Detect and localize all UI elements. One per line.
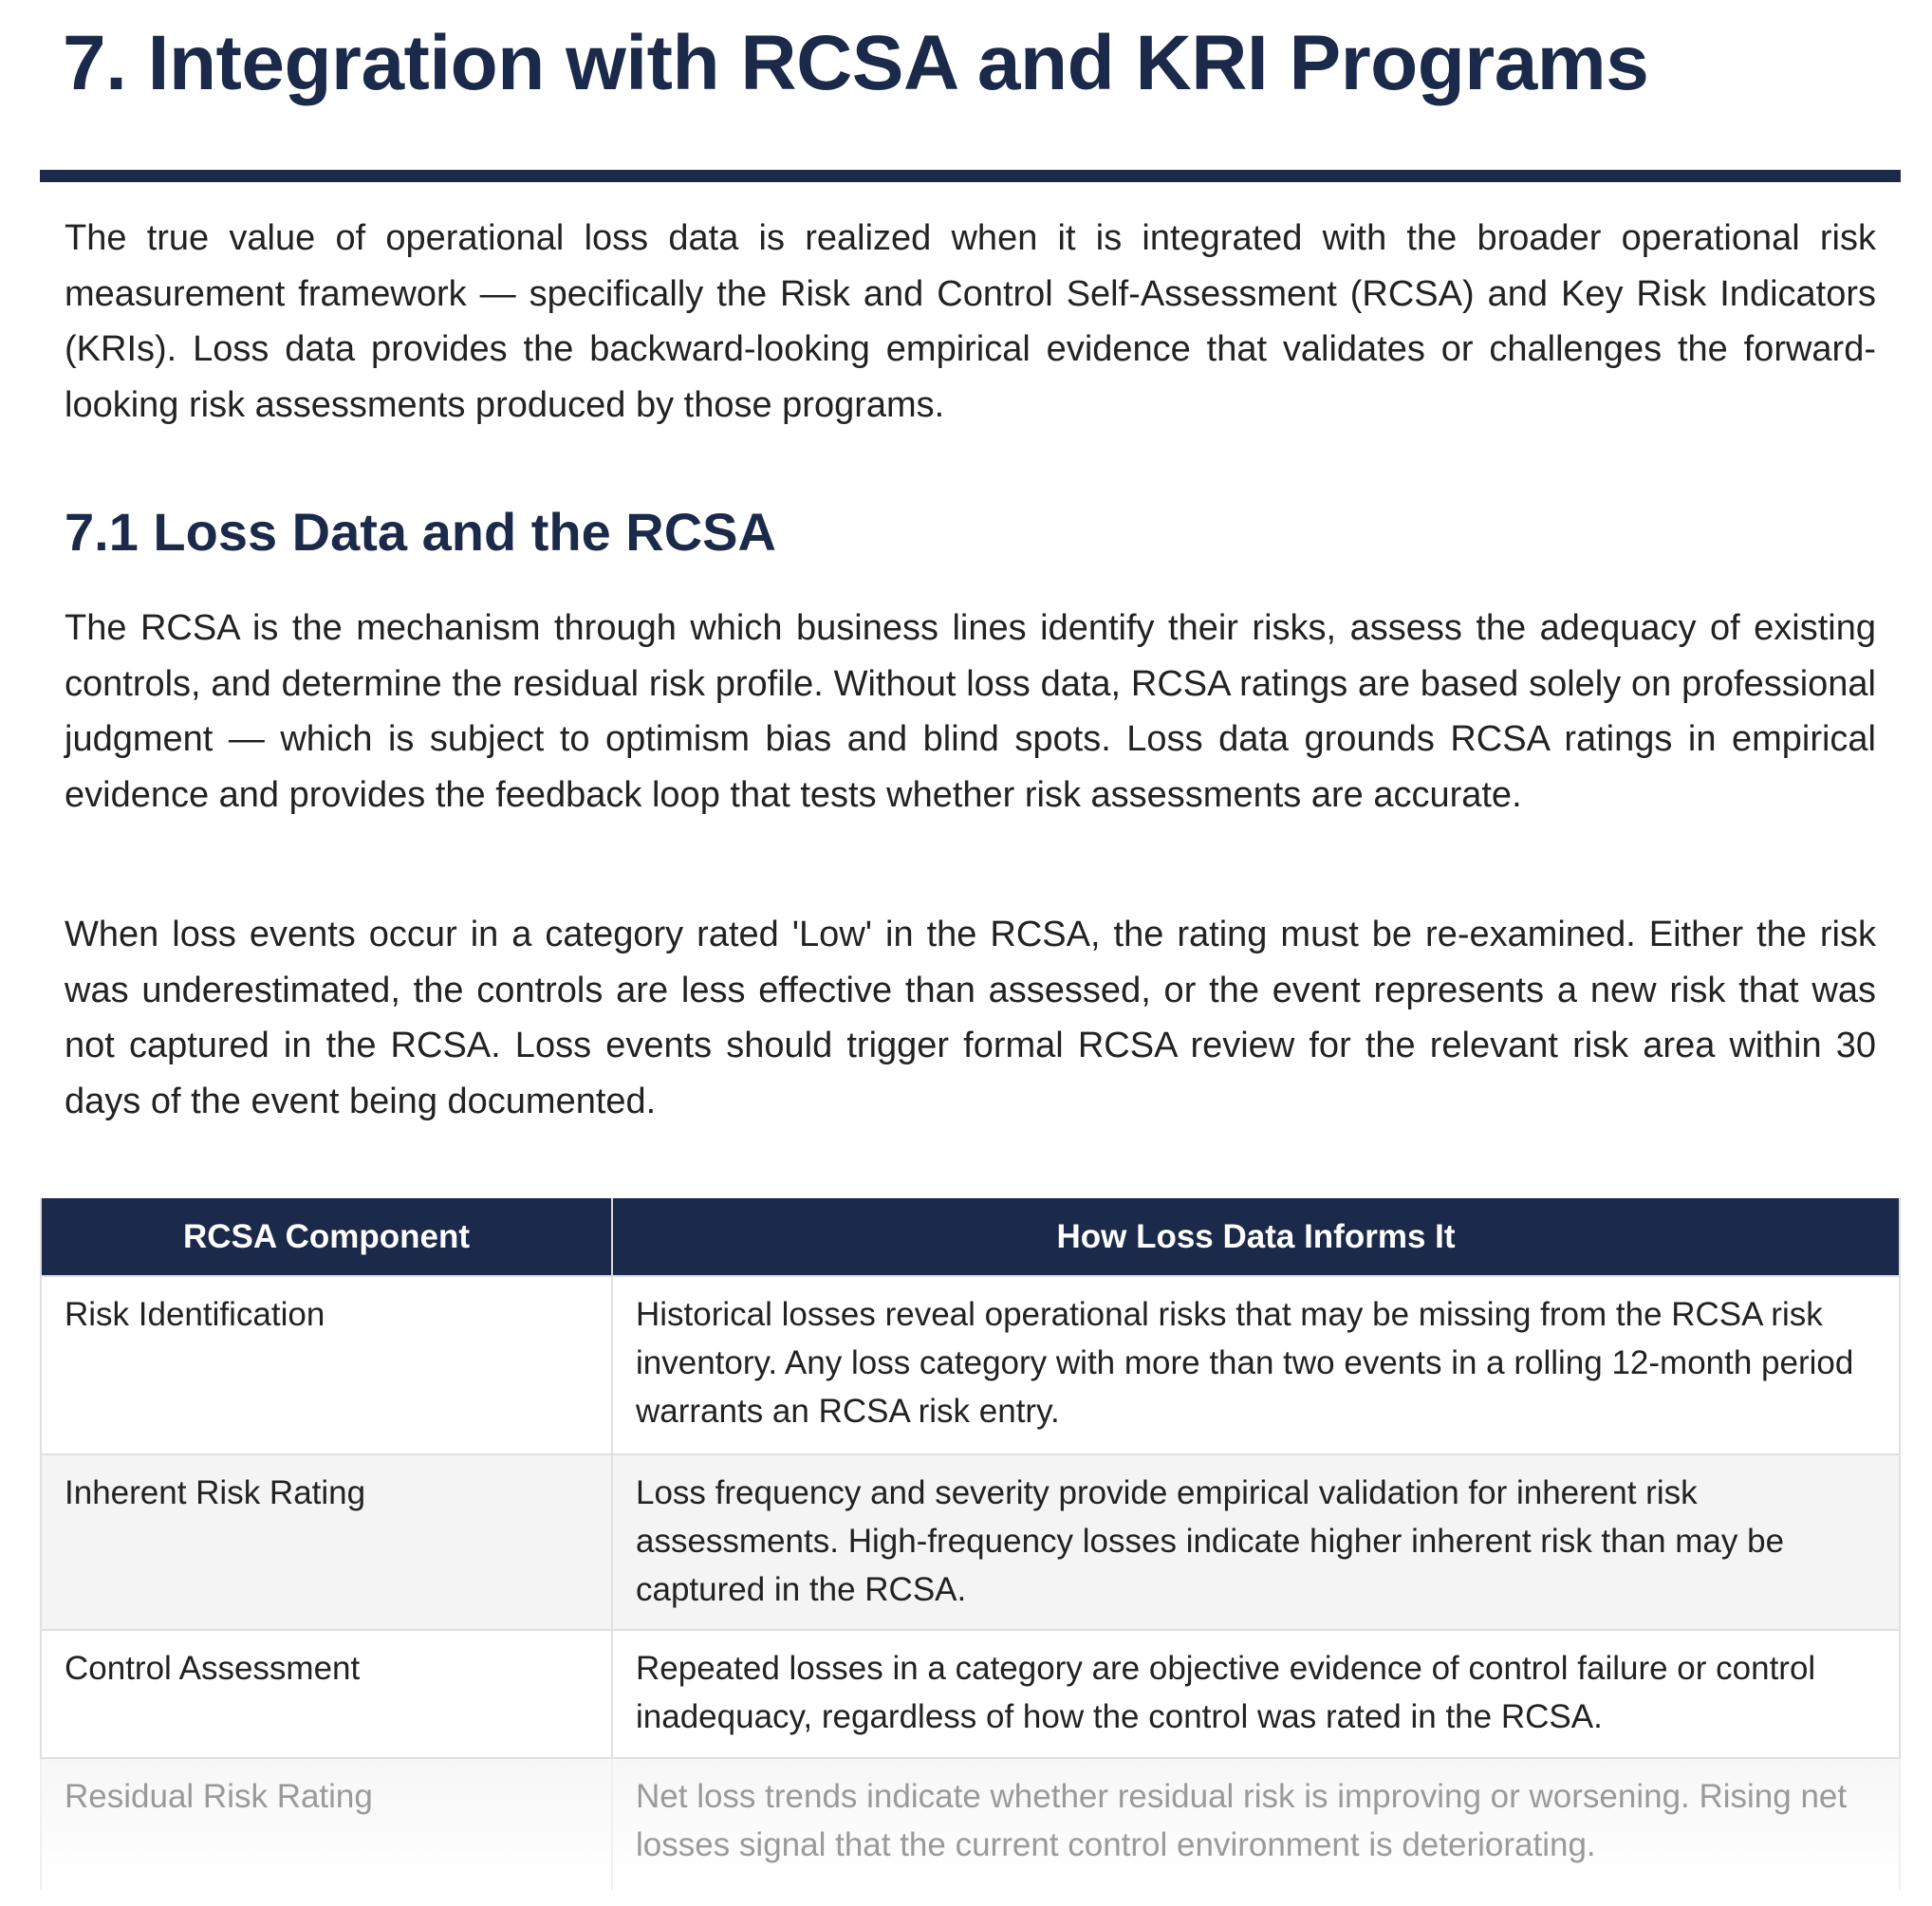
column-header: How Loss Data Informs It bbox=[612, 1198, 1900, 1276]
table-row bbox=[41, 1758, 1900, 1891]
table-cell: Control Assessment bbox=[41, 1630, 612, 1758]
table-cell: Repeated losses in a category are objective evidence of control failure or control inadequacy, regardless of how the control was rated in the RCSA. bbox=[612, 1630, 1900, 1758]
table-cell: Net loss trends indicate whether residual risk is improving or worsening. Rising net losses signal that the current control environment is deteriorating. bbox=[612, 1758, 1900, 1891]
section-paragraph: The RCSA is the mechanism through which business lines identify their risks, assess the adequacy of existing controls, and determine the residual risk profile. Without loss data, RCSA ratings are based solely on professional judgment — which is subject to optimism bias and blind spots. Loss data grounds RCSA ratings in empirical evidence and provides the feedback loop that tests whether risk assessments are accurate. bbox=[65, 608, 1876, 815]
column-header: RCSA Component bbox=[41, 1198, 612, 1276]
rcsa-table bbox=[40, 1198, 1901, 1892]
table-row bbox=[41, 1454, 1900, 1630]
section-title: 7.1 Loss Data and the RCSA bbox=[65, 502, 776, 562]
table-cell: Inherent Risk Rating bbox=[41, 1454, 612, 1630]
table-cell: Historical losses reveal operational risks that may be missing from the RCSA risk inventory. Any loss category with more than two events in a rolling 12-month period warrants an RCSA risk entry. bbox=[612, 1276, 1900, 1454]
table-header-row bbox=[41, 1198, 1900, 1276]
page-title: 7. Integration with RCSA and KRI Programs bbox=[63, 20, 1649, 106]
section-paragraph: When loss events occur in a category rated 'Low' in the RCSA, the rating must be re-examined. Either the risk was underestimated, the controls are less effective than assessed, or the event represents a new risk that was not captured in the RCSA. Loss events should trigger formal RCSA review for the relevant risk area within 30 days of the event being documented. bbox=[65, 915, 1876, 1121]
table-cell: Loss frequency and severity provide empirical validation for inherent risk assessments. High-frequency losses indicate higher inherent risk than may be captured in the RCSA. bbox=[612, 1454, 1900, 1630]
title-divider bbox=[40, 170, 1901, 182]
intro-paragraph: The true value of operational loss data is realized when it is integrated with the broader operational risk measurement framework — specifically the Risk and Control Self-Assessment (RCSA) and Key Risk Indicators (KRIs). Loss data provides the backward-looking empirical evidence that validates or challenges the forward-looking risk assessments produced by those programs. bbox=[65, 218, 1876, 425]
table-row bbox=[41, 1276, 1900, 1454]
table-cell: Residual Risk Rating bbox=[41, 1758, 612, 1891]
table-row bbox=[41, 1630, 1900, 1758]
table-cell: Risk Identification bbox=[41, 1276, 612, 1454]
